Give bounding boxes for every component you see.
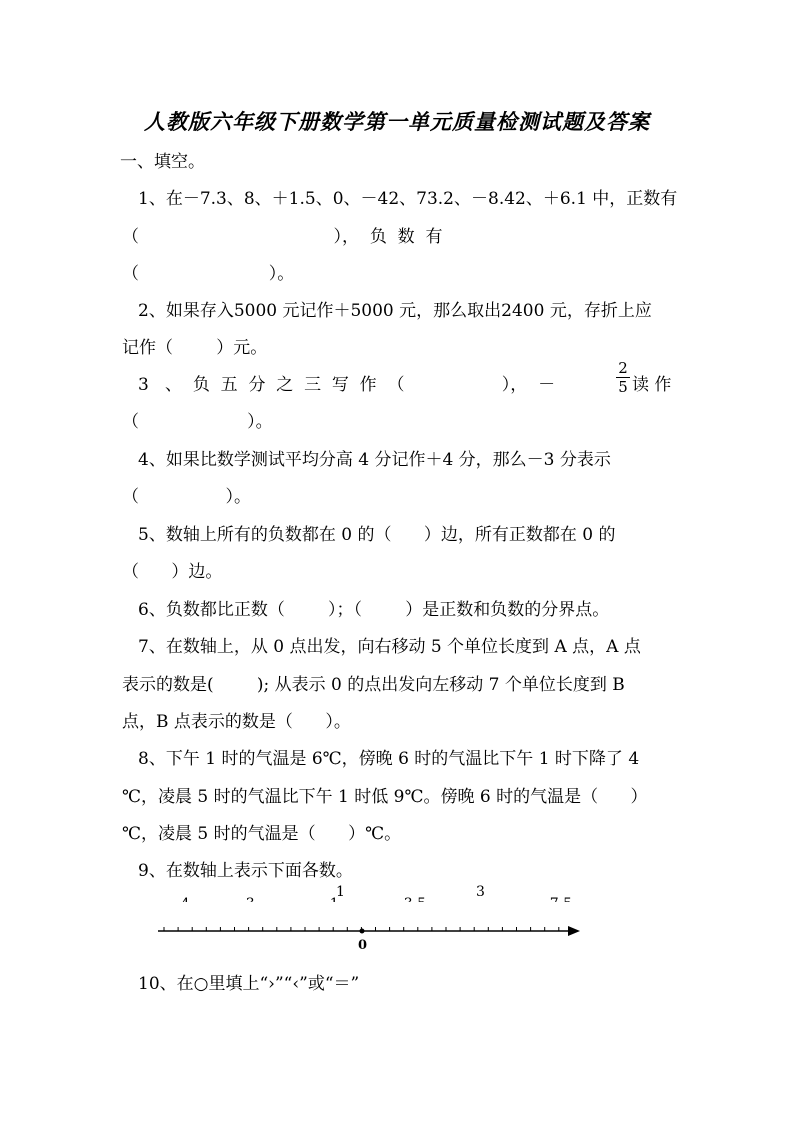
number-line-label: 3	[476, 884, 485, 900]
q7-line2: 表示的数是( ); 从表示 0 的点出发向左移动 7 个单位长度到 B	[122, 675, 625, 695]
q4-line2: （ ）。	[122, 487, 251, 507]
q7-line3: 点，B 点表示的数是（ ）。	[122, 712, 351, 732]
number-line-label: 1	[336, 884, 345, 900]
q6-line1: 6、负数都比正数（ ）；（ ）是正数和负数的分界点。	[138, 600, 610, 620]
q8-line3: ℃，凌晨 5 时的气温是（ ）℃。	[122, 824, 402, 844]
q1-line2: （ ）， 负 数 有	[122, 227, 443, 247]
number-line-arrow-icon	[568, 926, 580, 936]
number-line	[0, 880, 794, 960]
q1-line1: 1、在－7.3、8、＋1.5、0、－42、73.2、－8.42、＋6.1 中，正数有	[138, 189, 678, 209]
q2-line1: 2、如果存入5000 元记作＋5000 元，那么取出2400 元，存折上应	[138, 301, 652, 321]
q5-line1: 5、数轴上所有的负数都在 0 的（ ）边，所有正数都在 0 的	[138, 525, 616, 545]
q3-fraction	[616, 360, 630, 395]
q10-line1: 10、在○里填上“›”“‹”或“＝”	[138, 974, 360, 994]
label-clip-mask	[150, 902, 590, 910]
section-heading: 一、填空。	[120, 152, 205, 172]
q8-line2: ℃，凌晨 5 时的气温比下午 1 时低 9℃。傍晚 6 时的气温是（ ）	[122, 787, 648, 807]
zero-label: 0	[358, 938, 368, 953]
q1-line3: （ ）。	[122, 264, 295, 284]
q8-line1: 8、下午 1 时的气温是 6℃，傍晚 6 时的气温比下午 1 时下降了 4	[138, 749, 640, 769]
fraction-numerator: 2	[618, 359, 628, 377]
q3-line2: （ ）。	[122, 412, 273, 432]
q5-line2: （ ）边。	[122, 562, 223, 582]
q9-line1: 9、在数轴上表示下面各数。	[138, 861, 353, 881]
document-title: 人教版六年级下册数学第一单元质量检测试题及答案	[144, 109, 650, 134]
q2-line2: 记作（ ）元。	[122, 338, 268, 358]
q3-line1b: 读 作	[632, 375, 672, 395]
fraction-denominator: 5	[618, 378, 628, 396]
origin-dot	[360, 929, 365, 934]
q7-line1: 7、在数轴上，从 0 点出发，向右移动 5 个单位长度到 A 点，A 点	[138, 637, 641, 657]
q4-line1: 4、如果比数学测试平均分高 4 分记作＋4 分，那么－3 分表示	[138, 450, 611, 470]
q3-line1a: 3 、 负 五 分 之 三 写 作 （ ）， －	[138, 375, 556, 395]
